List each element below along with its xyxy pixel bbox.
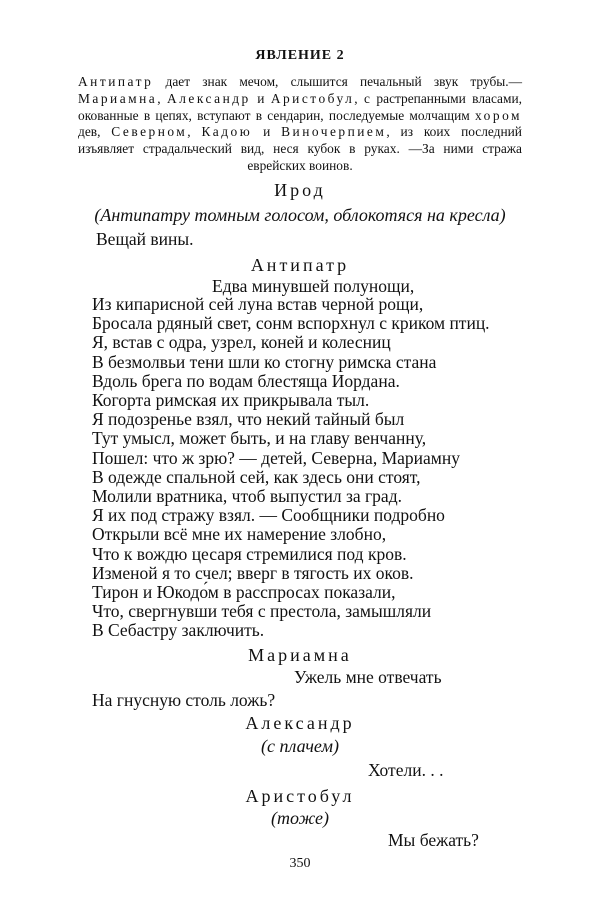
verse-aleksandr: Хотели. . .: [368, 760, 444, 780]
verse-line: В безмолвьи тени шли ко стогну римска стана: [92, 351, 437, 372]
verse-antipatr-lines: [92, 295, 490, 641]
verse-mariamna-1: Ужель мне отвечать: [294, 667, 442, 687]
direction-herod: (Антипатру томным голосом, облокотяся на кресла): [94, 205, 506, 225]
verse-herod: Вещай вины.: [96, 229, 194, 249]
stage-text-1: дает знак мечом, слышится печальный звук трубы.—: [153, 74, 522, 89]
speaker-mariamna: Мариамна: [248, 645, 352, 665]
verse-line: Изменой я то счел; вверг в тягость их оков.: [92, 562, 414, 583]
name-mariamna: Мариамна: [78, 90, 158, 106]
name-aristobul: Аристобул: [270, 90, 355, 106]
verse-line: Я, встав с одра, узрел, коней и колесниц: [92, 332, 391, 353]
stage-text-4: , из коих последний изъявляет страдальческий вид, неся кубок в руках. —За ними стража еврейских воинов.: [78, 124, 522, 173]
stage-direction: [78, 74, 522, 175]
verse-mariamna-2: На гнусную столь ложь?: [92, 690, 276, 710]
name-antipatr: Антипатр: [78, 74, 154, 89]
verse-line: Пошел: что ж зрю? — детей, Северна, Мариамну: [92, 447, 460, 468]
verse-line: Открыли всё мне их намерение злобно,: [92, 524, 387, 545]
stage-comma-1: ,: [157, 90, 168, 106]
verse-line: Вдоль брега по водам блестяща Иордана.: [92, 370, 400, 391]
speaker-herod: Ирод: [274, 180, 326, 200]
page-number: 350: [289, 856, 311, 871]
direction-aristobul: (тоже): [270, 808, 330, 828]
stage-text-3: дев,: [78, 124, 112, 140]
verse-antipatr-first: Едва минувшей полунощи,: [212, 276, 415, 296]
verse-line: Я их под стражу взял. — Сообщники подробно: [92, 505, 445, 526]
verse-line: Когорта римская их прикрывала тыл.: [92, 390, 370, 411]
name-vinocherpiem: Виночерпием: [281, 124, 387, 140]
stage-text-2: , с растрепанными власами, окованные в цепях, вступают в сендарин, последуемые молчащим: [78, 90, 522, 123]
verse-line: Молили вратника, чтоб выпустил за град.: [92, 486, 402, 507]
name-severnom: Северном: [111, 124, 188, 140]
verse-line: Я подозренье взял, что некий тайный был: [92, 409, 405, 430]
verse-line: Бросала рдяный свет, сонм вспорхнул с криком птиц.: [92, 313, 490, 334]
direction-aleksandr: (с плачем): [261, 736, 339, 756]
speaker-aristobul: Аристобул: [245, 786, 355, 806]
name-kadoyu: Кадою: [201, 124, 253, 140]
verse-line: Тут умысл, может быть, и на главу венчанну,: [92, 428, 427, 449]
verse-line: Тирон и Юкодо́м в расспросах показали,: [92, 582, 396, 603]
verse-line: Что, свергнувши тебя с престола, замышляли: [92, 601, 432, 622]
verse-line: Что к вождю цесаря стремилися под кров.: [92, 543, 407, 564]
verse-line: В одежде спальной сей, как здесь они стоят,: [92, 466, 421, 487]
speaker-aleksandr: Александр: [245, 713, 355, 733]
stage-comma-2: ,: [187, 124, 202, 140]
name-aleksandr: Александр: [167, 90, 251, 106]
verse-aristobul: Мы бежать?: [388, 830, 479, 850]
word-khorom: хором: [475, 107, 522, 123]
verse-line: В Себастру заключить.: [92, 620, 265, 641]
speaker-antipatr: Антипатр: [250, 255, 350, 275]
scene-title: ЯВЛЕНИЕ 2: [255, 48, 345, 63]
stage-and-1: и: [250, 90, 271, 106]
stage-and-2: и: [252, 124, 282, 140]
verse-line: Из кипарисной сей луна встав черной рощи,: [92, 294, 424, 314]
